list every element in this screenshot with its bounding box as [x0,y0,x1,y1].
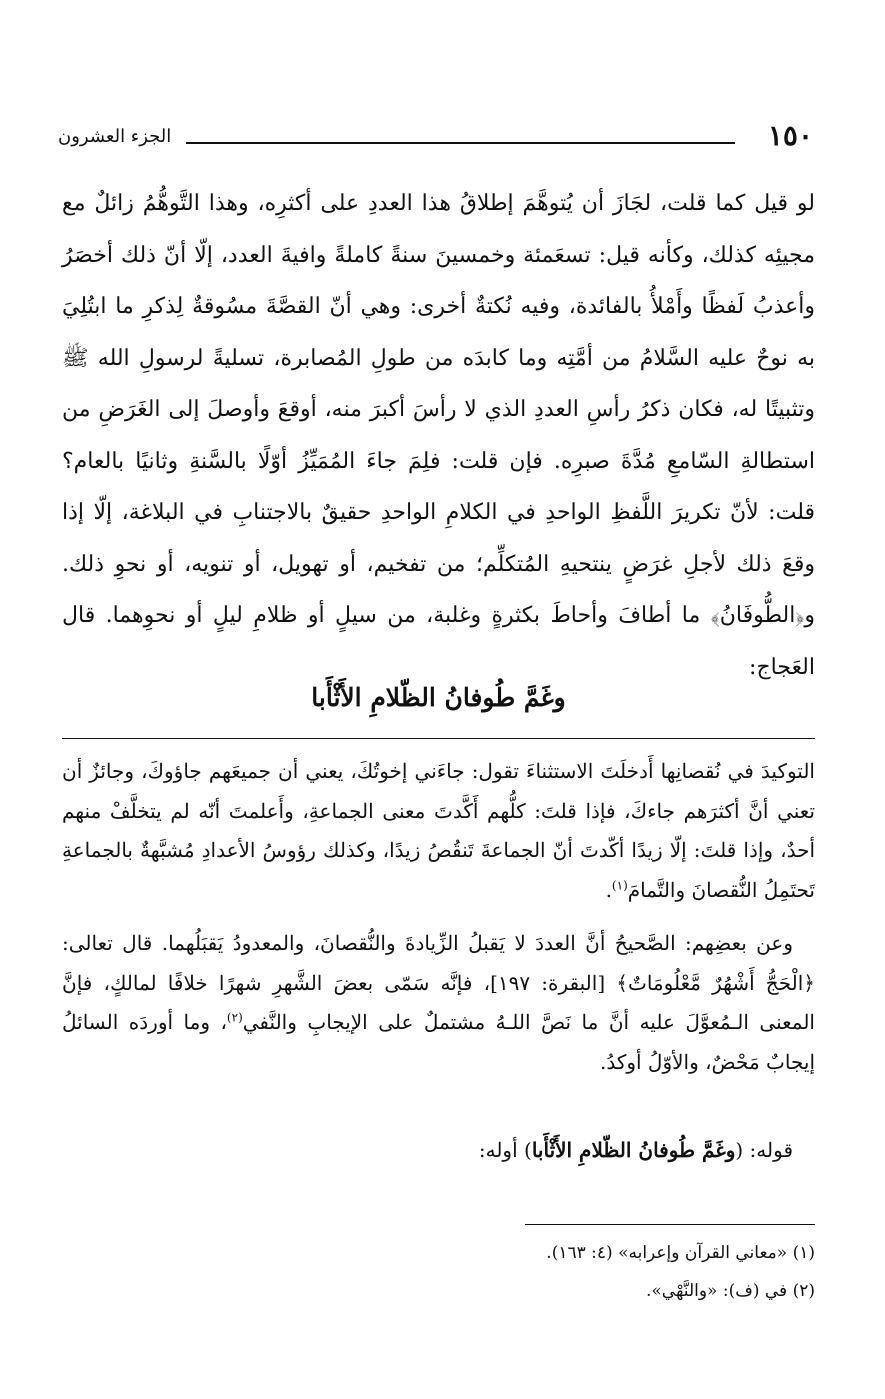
footnotes [62,1234,815,1310]
commentary-paragraph-1-text: التوكيدَ في نُقصانِها أَدخلَتَ الاستثناءَ تقول: جاءَني إخوتُكَ، يعني أن جميعَهم جاؤوكَ، وجائزٌ أن تعني أنَّ أكثرَهم جاءكَ، فإذا قلتَ: كلُّهم أَكَّدتَ معنى الجماعةِ، وأَعلمتَ أنّه لم يتخلَّفْ منهم أحدٌ، وإذا قلتَ: إلّا زيدًا أكّدتَ أنّ الجماعةَ تَنقُصُ زيدًا، وكذلك رؤوسُ الأعدادِ مُشبَّهةٌ بالجماعةِ تَحتَمِلُ النُّقصانَ والتَّمامَ [62,759,815,902]
commentary-paragraph-1-end: . [605,877,612,902]
qawluh-quote: وغَمَّ طُوفانُ الظّلامِ الأَثْأَبا [531,1138,736,1162]
footnote-1: (١) «معاني القرآن وإعرابه» (٤: ١٦٣). [546,1243,815,1263]
qawluh-prefix: قوله: ( [735,1138,793,1162]
main-text [62,178,815,693]
text-divider [62,738,815,739]
commentary-paragraph-2 [62,924,815,1082]
main-paragraph: لو قيل كما قلت، لجَازَ أن يُتوهَّمَ إطلاقُ هذا العددِ على أكثرِه، وهذا التَّوهُّمُ زائلٌ مع مجيئِه كذلك، وكأنه قيل: تسعَمئة وخمسينَ سنةً كاملةً وافيةَ العدد، إلّا أنّ ذلك أخصَرُ وأعذبُ لَفظًا وأَمْلأُ بالفائدة، وفيه نُكتةٌ أخرى: وهي أنّ القصَّةَ مسُوقةٌ لِذكرِ ما ابتُلِيَ به نوحٌ عليه السَّلامُ من أمَّتِه وما كابدَه من طولِ المُصابرة، تسليةً لرسولِ الله ﷺ وتثبيتًا له، فكان ذكرُ رأسِ العددِ الذي لا رأسَ أكبرَ منه، أوقعَ وأوصلَ إلى الغَرَضِ من استطالةِ السّامعِ مُدَّةَ صبرِه. فإن قلت: فلِمَ جاءَ المُمَيِّزُ أوّلًا بالسَّنةِ وثانيًا بالعام؟ قلت: لأنّ تكريرَ اللَّفظِ الواحدِ في الكلامِ الواحدِ حقيقٌ بالاجتنابِ في البلاغة، إلّا إذا وقعَ ذلك لأجلِ غرَضٍ ينتحيهِ المُتكلِّم؛ من تفخيم، أو تهويل، أو تنويه، أو نحوِ ذلك. و﴿الطُّوفَانُ﴾ ما أطافَ وأحاطَ بكثرةٍ وغلبة، من سيلٍ أو ظلامِ ليلٍ أو نحوِهما. قال العَجاج: [62,191,815,680]
commentary-paragraph-1 [62,752,815,910]
poetry-verse: وغَمَّ طُوفانُ الظّلامِ الأَثْأَبا [311,683,566,712]
footnote-rule [525,1224,815,1225]
page-header [58,118,813,158]
commentary [62,752,815,1096]
footnote-ref-1: (١) [611,877,628,892]
page-number: ١٥٠ [767,119,813,152]
commentary-paragraph-2-end: ، وما أوردَه السائلُ إيجابٌ مَحْضٌ، والأوّلُ أوكدُ. [62,1010,815,1074]
footnote-ref-2: (٢) [226,1010,243,1025]
header-rule [186,142,735,144]
footnote-2: (٢) في (ف): «والنَّهْي». [646,1281,815,1301]
running-title: الجزء العشرون [58,126,172,147]
qawluh-suffix: ) أوله: [478,1138,532,1162]
commentary-qawluh [62,1130,815,1170]
commentary-paragraph-2-text: وعن بعضِهم: الصَّحيحُ أنَّ العددَ لا يَقبلُ الزِّيادةَ والنُّقصانَ، والمعدودُ يَقبَلُهما. قال تعالى: ﴿الْحَجُّ أَشْهُرٌ مَّعْلُومَاتٌ﴾ [البقرة: ١٩٧]، فإنَّه سَمّى بعضَ الشَّهرِ شهرًا خلافًا لمالكٍ، فإنَّ المعنى الـمُعوَّلَ عليه أنَّ ما نَصَّ اللـهُ مشتملٌ على الإيجابِ والنَّفي [62,931,815,1034]
